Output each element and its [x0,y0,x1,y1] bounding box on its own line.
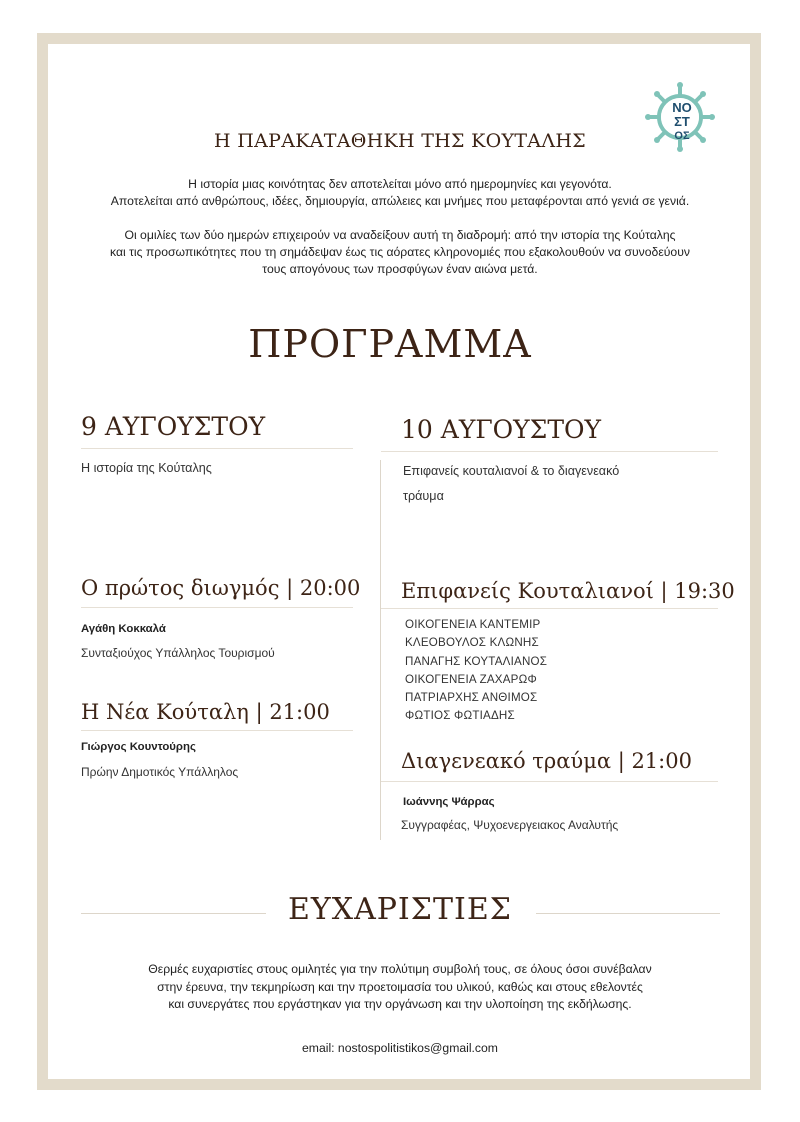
day2-date: 10 ΑΥΓΟΥΣΤΟΥ [401,415,602,444]
day2-session2-title: Διαγενεακό τραύμα | 21:00 [401,749,692,773]
day1-session2-title: Η Νέα Κούταλη | 21:00 [81,700,330,724]
thanks-text [60,961,740,1014]
day1-session1-role: Συνταξιούχος Υπάλληλος Τουρισμού [81,646,275,660]
notable-people-list [405,616,547,726]
divider [381,608,718,609]
contact-email[interactable]: email: nostospolitistikos@gmail.com [302,1041,498,1055]
program-title: ΠΡΟΓΡΑΜΜΑ [248,322,532,366]
list-item: ΦΩΤΙΟΣ ΦΩΤΙΑΔΗΣ [405,709,515,723]
intro-line: τους απογόνους των προσφύγων έναν αιώνα μετά. [262,262,538,276]
day1-session1-speaker: Αγάθη Κοκκαλά [81,623,166,635]
day1-session1-title: Ο πρώτος διωγμός | 20:00 [81,576,361,600]
divider [81,448,353,449]
day2-session2-speaker: Ιωάννης Ψάρρας [403,796,495,808]
divider [81,607,353,608]
thanks-line: και συνεργάτες που εργάστηκαν για την οργάνωση και την υλοποίηση της εκδήλωσης. [168,997,632,1011]
list-item: ΠΑΝΑΓΗΣ ΚΟΥΤΑΛΙΑΝΟΣ [405,654,548,668]
thanks-line: στην έρευνα, την τεκμηρίωση και την προετοιμασία του υλικού, καθώς και στους εθελοντές [157,979,643,994]
divider [81,730,353,731]
thanks-line: Θερμές ευχαριστίες στους ομιλητές για την πολύτιμη συμβολή τους, σε όλους όσοι συνέβαλαν [148,962,652,976]
intro-line: Οι ομιλίες των δύο ημερών επιχειρούν να αναδείξουν αυτή τη διαδρομή: από την ιστορία της Κούταλης [124,228,676,242]
svg-text:ΟΣ: ΟΣ [674,130,690,142]
divider [381,451,718,452]
day2-theme-line: Επιφανείς κουταλιανοί & το διαγενεακό [403,464,620,478]
intro-line: και τις προσωπικότητες που τη σημάδεψαν έως τις αόρατες κληρονομιές που εξακολουθούν να συνοδεύουν [110,245,690,259]
list-item: ΟΙΚΟΓΕΝΕΙΑ ΖΑΧΑΡΩΦ [405,672,537,686]
day2-theme [403,459,619,509]
day1-session2-speaker: Γιώργος Κουντούρης [81,741,196,753]
intro-text [40,176,760,278]
divider [381,781,718,782]
day2-session2-role: Συγγραφέας, Ψυχοενεργειακος Αναλυτής [401,818,619,832]
day1-theme: Η ιστορία της Κούταλης [81,461,212,475]
event-title: Η ΠΑΡΑΚΑΤΑΘΗΚΗ ΤΗΣ ΚΟΥΤΑΛΗΣ [214,130,586,152]
column-divider [380,460,381,840]
list-item: ΟΙΚΟΓΕΝΕΙΑ ΚΑΝΤΕΜΙΡ [405,618,541,631]
day2-theme-line: τράυμα [403,489,444,503]
svg-text:ΣΤ: ΣΤ [674,114,690,129]
list-item: ΠΑΤΡΙΑΡΧΗΣ ΑΝΘΙΜΟΣ [405,691,538,705]
day1-session2-role: Πρώην Δημοτικός Υπάλληλος [81,765,239,779]
list-item: ΚΛΕΟΒΟΥΛΟΣ ΚΛΩΝΗΣ [405,636,539,650]
day2-session1-title: Επιφανείς Κουταλιανοί | 19:30 [401,579,735,603]
thanks-title: ΕΥΧΑΡΙΣΤΙΕΣ [288,892,512,927]
intro-line: Αποτελείται από ανθρώπους, ιδέες, δημιουργία, απώλειες και μνήμες που μεταφέρονται από γενιά σε γενιά. [110,194,690,208]
intro-line: Η ιστορία μιας κοινότητας δεν αποτελείται μόνο από ημερομηνίες και γεγονότα. [188,177,612,191]
day1-date: 9 ΑΥΓΟΥΣΤΟΥ [81,412,266,441]
svg-text:ΝΟ: ΝΟ [672,100,692,115]
